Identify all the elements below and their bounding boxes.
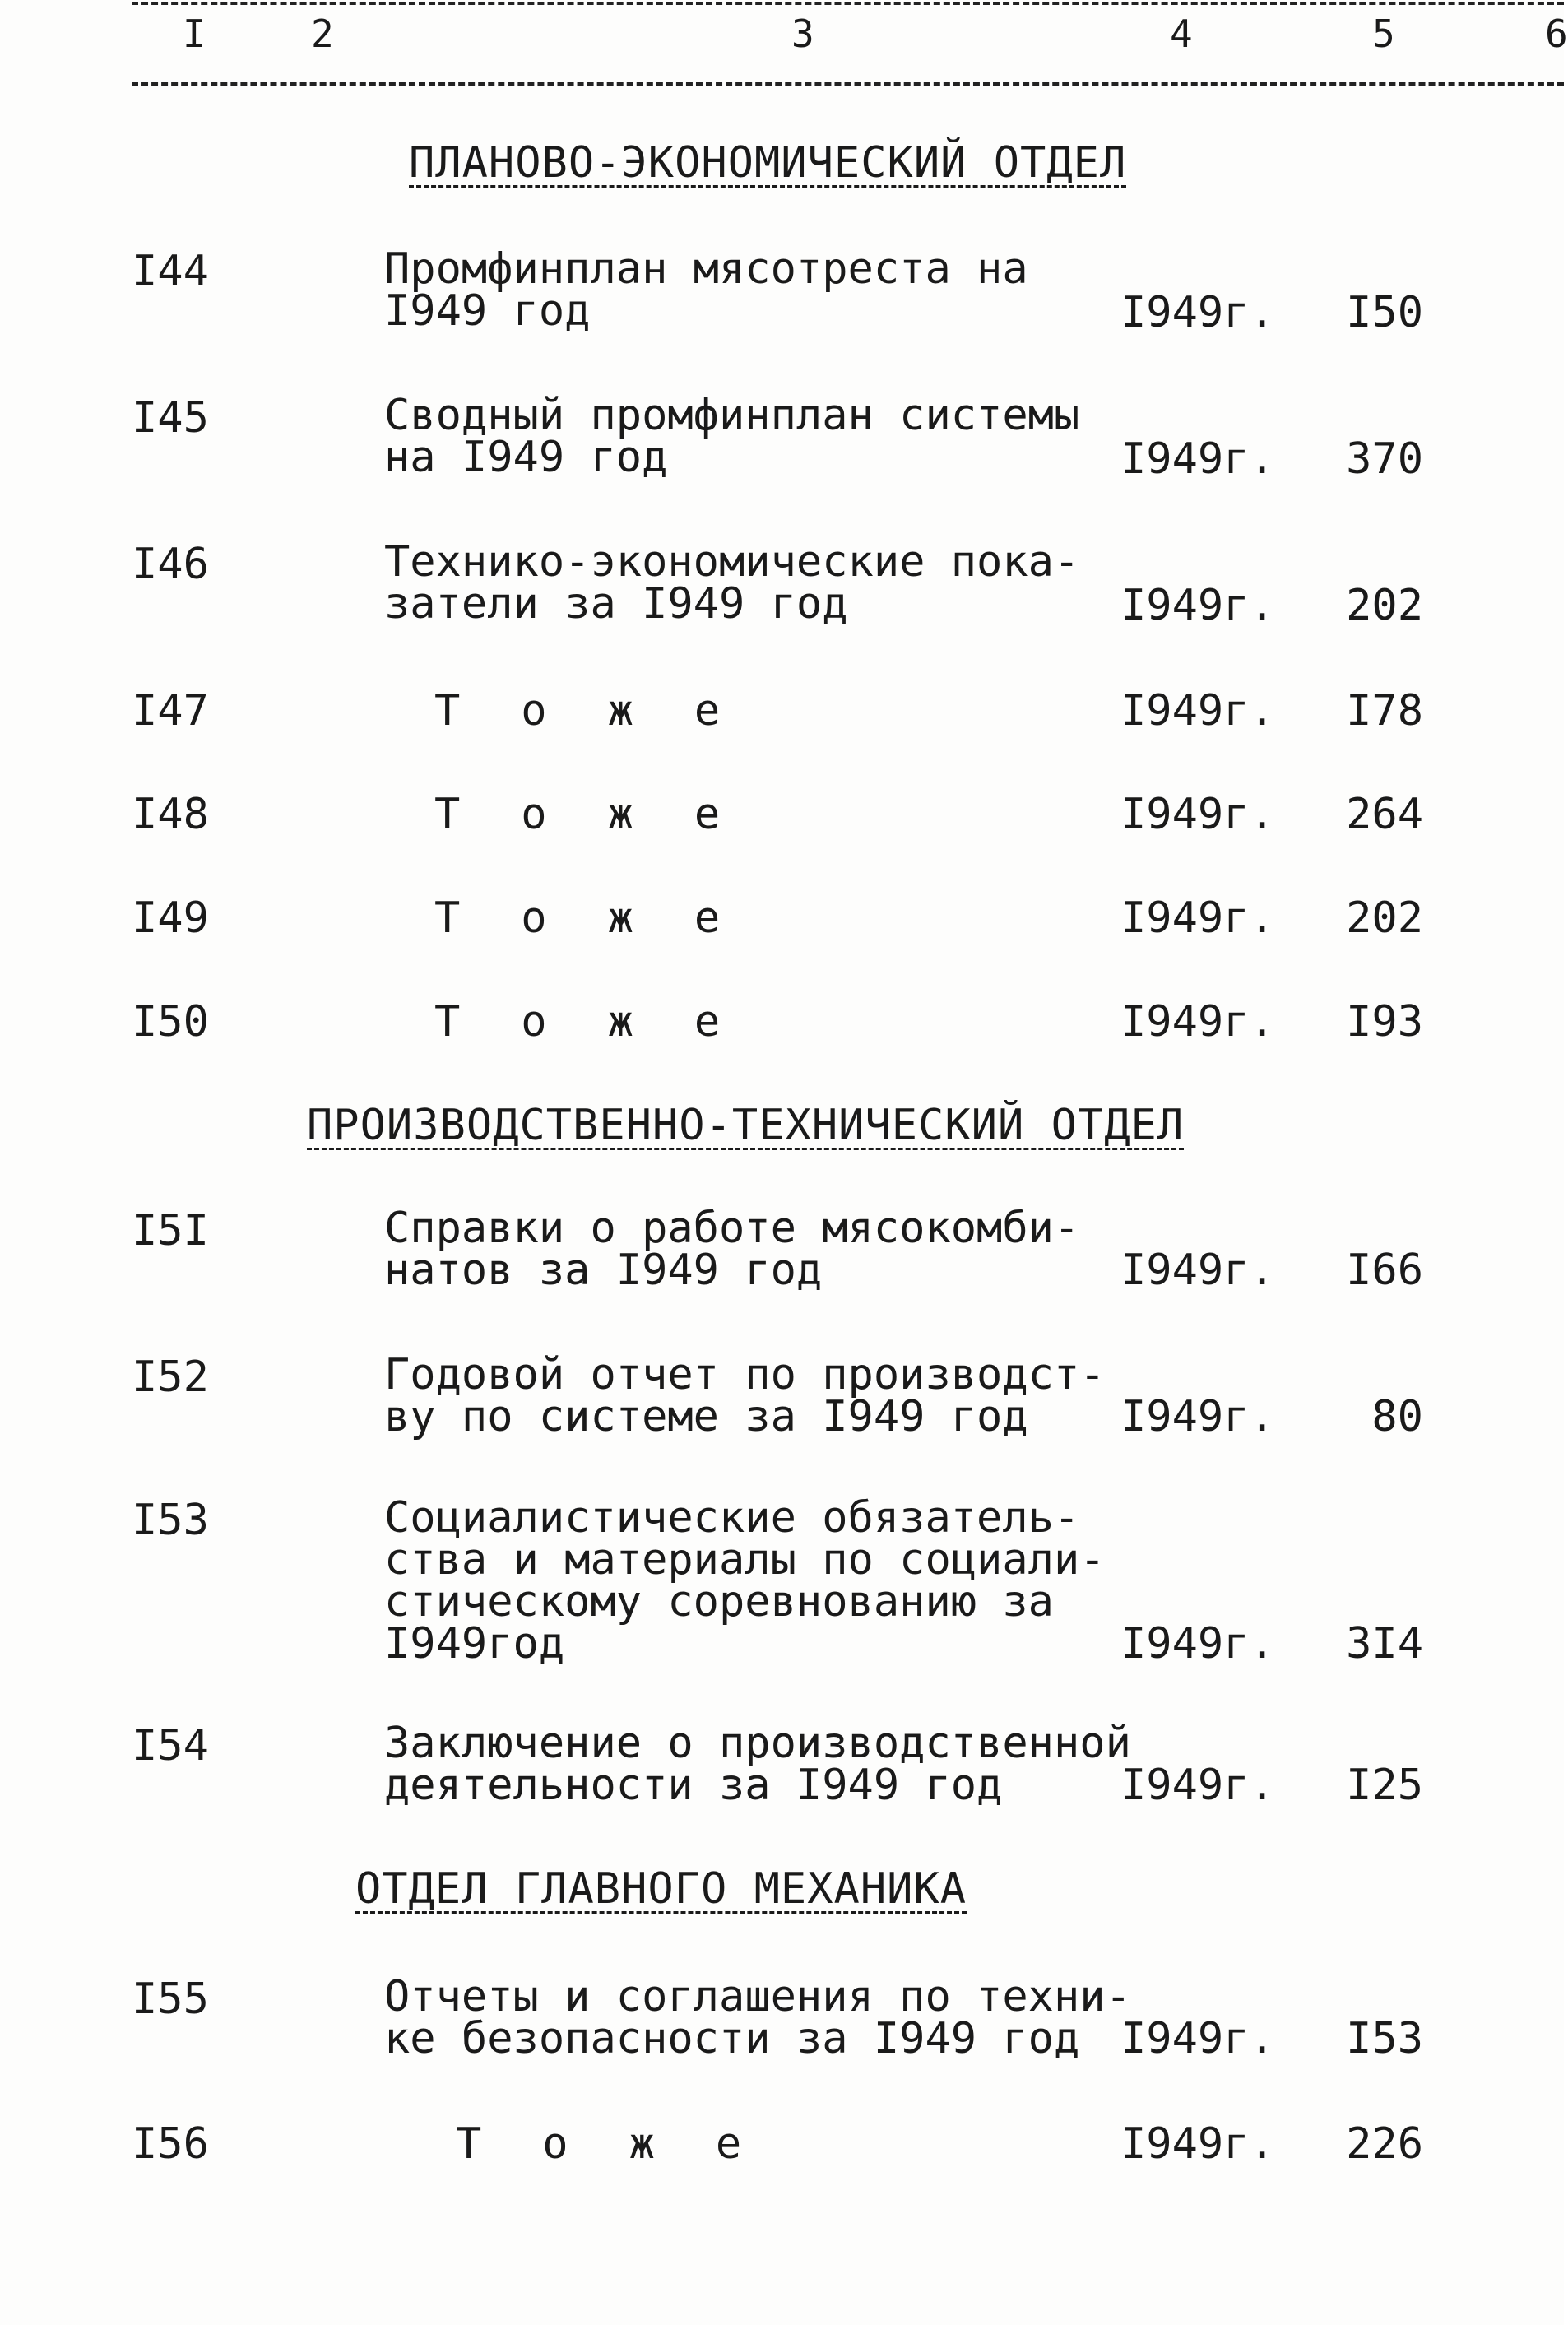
row-number: I49 — [132, 893, 209, 943]
row-sheets: I93 — [1346, 997, 1423, 1046]
row-title — [384, 244, 1125, 336]
row-number: I48 — [132, 790, 209, 839]
row-year: I949г. — [1120, 1392, 1275, 1441]
row-title-line: ства и материалы по социали- — [384, 1535, 1106, 1585]
section-title-planning: ПЛАНОВО-ЭКОНОМИЧЕСКИЙ ОТДЕЛ — [409, 138, 1127, 188]
row-year: I949г. — [1120, 1761, 1275, 1810]
row-number: I56 — [132, 2119, 209, 2169]
row-number: I5I — [132, 1206, 209, 1255]
row-title-same: Тоже — [434, 997, 782, 1046]
row-sheets: I53 — [1346, 2014, 1423, 2063]
row-year: I949г. — [1120, 997, 1275, 1046]
row-sheets: 370 — [1346, 434, 1423, 484]
row-year: I949г. — [1120, 893, 1275, 943]
row-title-line: затели за I949 год — [384, 579, 848, 629]
row-number: I52 — [132, 1353, 209, 1402]
row-title-line: Сводный промфинплан системы — [384, 391, 1080, 440]
row-year: I949г. — [1120, 1246, 1275, 1295]
row-year: I949г. — [1120, 581, 1275, 630]
row-title-line: деятельности за I949 год — [384, 1761, 1003, 1810]
row-sheets: 202 — [1346, 581, 1423, 630]
row-title-line: I949 год — [384, 286, 591, 336]
row-sheets: 202 — [1346, 893, 1423, 943]
row-title-line: натов за I949 год — [384, 1246, 823, 1295]
row-number: I55 — [132, 1975, 209, 2024]
row-title-line: ке безопасности за I949 год — [384, 2014, 1080, 2063]
row-title-line: Справки о работе мясокомби- — [384, 1204, 1080, 1253]
row-title — [384, 1719, 1131, 1810]
row-sheets: I78 — [1346, 686, 1423, 736]
column-header-5: 5 — [1372, 12, 1395, 56]
row-year: I949г. — [1120, 790, 1275, 839]
row-title — [384, 1204, 1125, 1295]
row-year: I949г. — [1120, 2014, 1275, 2063]
section-title-production: ПРОИЗВОДСТВЕННО-ТЕХНИЧЕСКИЙ ОТДЕЛ — [307, 1101, 1185, 1150]
top-dashed-rule — [132, 2, 1564, 5]
row-sheets: 3I4 — [1346, 1619, 1423, 1668]
row-title-line: Технико-экономические пока- — [384, 537, 1080, 587]
row-title-line: Промфинплан мясотреста на — [384, 244, 1028, 294]
row-sheets: 80 — [1371, 1392, 1423, 1441]
row-title-line: на I949 год — [384, 433, 668, 482]
row-title-line: I949год — [384, 1619, 565, 1668]
section-title-chief-mechanic: ОТДЕЛ ГЛАВНОГО МЕХАНИКА — [355, 1864, 967, 1914]
row-number: I45 — [132, 393, 209, 443]
row-number: I44 — [132, 247, 209, 296]
row-year: I949г. — [1120, 2119, 1275, 2169]
row-title-line: ву по системе за I949 год — [384, 1392, 1028, 1441]
column-header-2: 2 — [311, 12, 334, 56]
row-title — [384, 1350, 1125, 1441]
row-year: I949г. — [1120, 434, 1275, 484]
row-year: I949г. — [1120, 686, 1275, 736]
column-header-4: 4 — [1170, 12, 1193, 56]
column-header-6: 6 — [1545, 12, 1568, 56]
row-title-same: Тоже — [434, 686, 782, 736]
row-sheets: I66 — [1346, 1246, 1423, 1295]
row-title — [384, 1972, 1131, 2063]
column-header-1: I — [183, 12, 206, 56]
row-sheets: 226 — [1346, 2119, 1423, 2169]
row-title — [384, 391, 1125, 482]
row-title-line: Заключение о производственной — [384, 1719, 1131, 1768]
row-number: I47 — [132, 686, 209, 736]
row-title-line: Социалистические обязатель- — [384, 1493, 1080, 1543]
row-number: I53 — [132, 1496, 209, 1545]
row-number: I46 — [132, 540, 209, 589]
header-dashed-rule — [132, 82, 1564, 86]
row-title-same: Тоже — [456, 2119, 803, 2169]
row-title-line: стическому соревнованию за — [384, 1577, 1054, 1627]
row-sheets: I50 — [1346, 288, 1423, 337]
row-year: I949г. — [1120, 288, 1275, 337]
row-title-line: Отчеты и соглашения по техни- — [384, 1972, 1131, 2021]
row-title-line: Годовой отчет по производст- — [384, 1350, 1106, 1399]
row-number: I54 — [132, 1721, 209, 1770]
row-title-same: Тоже — [434, 790, 782, 839]
row-title-same: Тоже — [434, 893, 782, 943]
row-title — [384, 537, 1125, 629]
column-header-3: 3 — [791, 12, 814, 56]
row-title — [384, 1493, 1125, 1668]
row-year: I949г. — [1120, 1619, 1275, 1668]
row-sheets: 264 — [1346, 790, 1423, 839]
row-number: I50 — [132, 997, 209, 1046]
row-sheets: I25 — [1346, 1761, 1423, 1810]
